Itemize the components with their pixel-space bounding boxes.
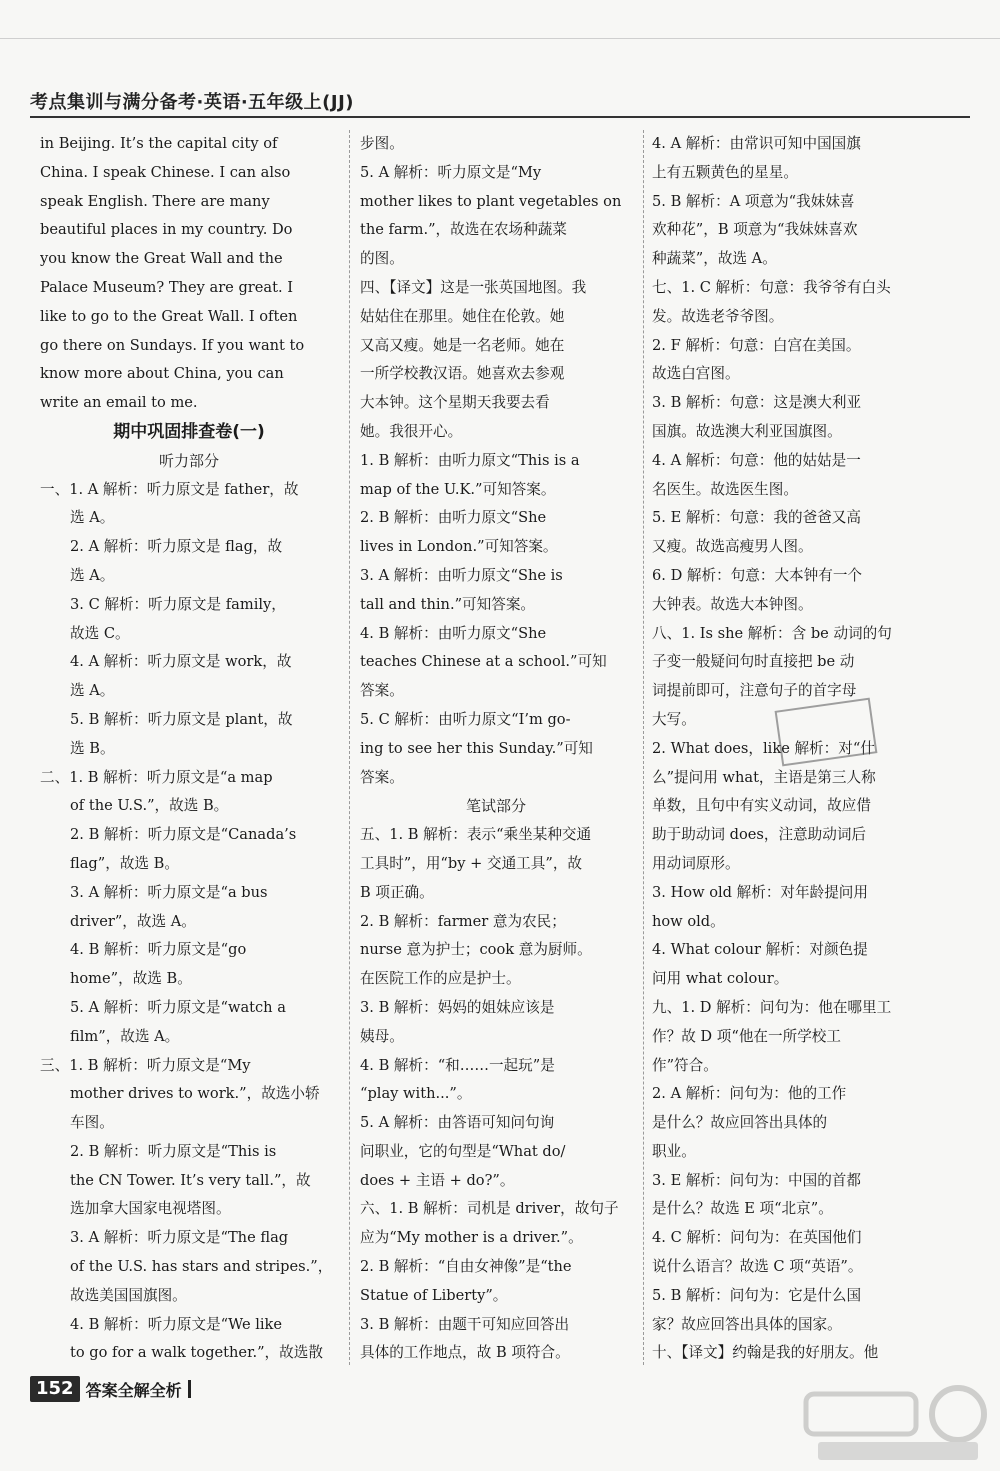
text-line: the CN Tower. It’s very tall.”，故: [70, 1171, 311, 1189]
text-line: 大本钟。这个星期天我要去看: [360, 394, 550, 412]
text-line: 3. B 解析：由题干可知应回答出: [360, 1315, 570, 1333]
text-line: 2. What does，like 解析：对“什: [652, 739, 875, 757]
section-title: 期中巩固排查卷(一): [113, 421, 265, 442]
text-line: 2. B 解析：由听力原文“She: [360, 509, 547, 527]
text-line: 是什么？故应回答出具体的: [652, 1114, 828, 1132]
text-line: write an email to me.: [40, 394, 198, 412]
text-line: mother likes to plant vegetables on: [360, 192, 622, 210]
text-line: 问用 what colour。: [652, 970, 789, 988]
text-line: in Beijing. It’s the capital city of: [40, 135, 278, 152]
column-left: [40, 130, 338, 1370]
text-line: “play with...”。: [360, 1085, 472, 1103]
page-number: 152: [30, 1376, 80, 1402]
text-line: 家？故应回答出具体的国家。: [652, 1315, 842, 1333]
text-line: 一所学校教汉语。她喜欢去参观: [360, 365, 565, 383]
text-line: 选 A。: [70, 509, 115, 527]
text-line: 3. B 解析：妈妈的姐妹应该是: [360, 998, 555, 1016]
text-line: does + 主语 + do?”。: [360, 1171, 515, 1189]
text-line: 4. B 解析：“和……一起玩”是: [360, 1056, 555, 1074]
text-line: you know the Great Wall and the: [40, 250, 283, 268]
text-line: 故选 C。: [70, 624, 130, 642]
text-line: 应为“My mother is a driver.”。: [360, 1229, 583, 1247]
column-divider-left: [349, 130, 350, 1365]
text-line: 3. A 解析：由听力原文“She is: [360, 566, 563, 584]
text-line: 4. A 解析：句意：他的姑姑是一: [652, 451, 861, 469]
text-line: 六、1. B 解析：司机是 driver，故句子: [360, 1200, 619, 1218]
text-line: 步图。: [360, 135, 404, 152]
text-line: 五、1. B 解析：表示“乘坐某种交通: [360, 826, 592, 844]
running-header: 考点集训与满分备考·英语·五年级上(JJ): [30, 92, 355, 113]
text-line: of the U.S. has stars and stripes.”，: [70, 1258, 333, 1276]
text-line: 4. B 解析：听力原文是“We like: [70, 1315, 283, 1333]
text-line: 5. B 解析：问句为：它是什么国: [652, 1286, 862, 1304]
text-line: 说什么语言？故选 C 项“英语”。: [652, 1258, 863, 1276]
text-line: 2. B 解析：听力原文是“Canada’s: [70, 826, 297, 844]
text-line: 答案。: [360, 682, 404, 700]
text-line: 2. B 解析：“自由女神像”是“the: [360, 1258, 572, 1276]
text-line: 具体的工作地点，故 B 项符合。: [360, 1344, 570, 1362]
footer-bar: [188, 1380, 191, 1398]
text-line: 5. C 解析：由听力原文“I’m go-: [360, 710, 571, 728]
text-line: 一、1. A 解析：听力原文是 father，故: [40, 480, 299, 498]
text-line: Statue of Liberty”。: [360, 1286, 508, 1304]
text-line: 作”符合。: [652, 1056, 718, 1074]
text-line: 5. B 解析：A 项意为“我妹妹喜: [652, 192, 855, 210]
text-line: 七、1. C 解析：句意：我爷爷有白头: [652, 278, 891, 296]
text-line: 2. F 解析：句意：白宫在美国。: [652, 336, 861, 354]
header-rule: [30, 116, 970, 118]
text-line: teaches Chinese at a school.”可知: [360, 653, 607, 671]
text-line: speak English. There are many: [40, 192, 270, 210]
text-line: 十、【译文】约翰是我的好朋友。他: [652, 1344, 879, 1362]
text-line: 5. A 解析：由答语可知问句询: [360, 1114, 555, 1132]
text-line: 问职业，它的句型是“What do/: [360, 1142, 566, 1160]
text-line: 车图。: [70, 1114, 114, 1132]
text-line: 国旗。故选澳大利亚国旗图。: [652, 422, 842, 440]
text-line: 九、1. D 解析：问句为：他在哪里工: [652, 998, 892, 1016]
text-line: map of the U.K.”可知答案。: [360, 480, 556, 498]
text-line: 在医院工作的应是护士。: [360, 970, 521, 988]
text-line: flag”，故选 B。: [70, 854, 179, 872]
text-line: 1. B 解析：由听力原文“This is a: [360, 451, 580, 469]
text-line: 5. A 解析：听力原文是“My: [360, 163, 542, 181]
text-line: 故选白宫图。: [652, 365, 740, 383]
text-line: the farm.”，故选在农场种蔬菜: [360, 221, 567, 239]
text-line: 4. A 解析：听力原文是 work，故: [70, 653, 292, 671]
text-line: of the U.S.”，故选 B。: [70, 797, 229, 815]
text-line: 职业。: [652, 1142, 696, 1160]
text-line: 发。故选老爷爷图。: [652, 307, 784, 325]
text-line: to go for a walk together.”，故选散: [70, 1344, 323, 1362]
text-line: go there on Sundays. If you want to: [40, 336, 305, 354]
text-line: Palace Museum? They are great. I: [40, 278, 294, 296]
text-line: 3. A 解析：听力原文是“The flag: [70, 1229, 289, 1247]
text-line: like to go to the Great Wall. I often: [40, 307, 298, 325]
text-line: 选 A。: [70, 566, 115, 584]
text-line: 2. A 解析：问句为：他的工作: [652, 1085, 847, 1103]
text-line: 又高又瘦。她是一名老师。她在: [360, 336, 565, 354]
text-line: 子变一般疑问句时直接把 be 动: [652, 653, 855, 671]
text-line: 三、1. B 解析：听力原文是“My: [40, 1056, 251, 1074]
text-line: 3. How old 解析：对年龄提问用: [652, 883, 868, 901]
text-line: lives in London.”可知答案。: [360, 538, 558, 556]
text-line: 故选美国国旗图。: [70, 1286, 187, 1304]
text-line: 2. B 解析：听力原文是“This is: [70, 1142, 277, 1160]
text-line: 2. A 解析：听力原文是 flag，故: [70, 538, 283, 556]
text-line: 姨母。: [360, 1027, 404, 1045]
section-subtitle: 听力部分: [158, 451, 219, 470]
text-line: 选 B。: [70, 739, 115, 757]
text-line: 大写。: [652, 710, 696, 728]
text-line: 助于助动词 does，注意助动词后: [652, 826, 867, 844]
text-line: 2. B 解析：farmer 意为农民；: [360, 912, 566, 930]
text-line: 作？故 D 项“他在一所学校工: [652, 1027, 841, 1045]
text-line: 四、【译文】这是一张英国地图。我: [360, 278, 587, 296]
text-line: 工具时”，用“by + 交通工具”，故: [360, 854, 583, 872]
text-line: 姑姑住在那里。她住在伦敦。她: [360, 307, 565, 325]
text-line: 又瘦。故选高瘦男人图。: [652, 538, 813, 556]
text-line: 词提前即可，注意句子的首字母: [652, 682, 857, 700]
text-line: 欢种花”，B 项意为“我妹妹喜欢: [652, 221, 858, 239]
text-line: tall and thin.”可知答案。: [360, 595, 536, 613]
text-line: 二、1. B 解析：听力原文是“a map: [40, 768, 273, 786]
text-line: 她。我很开心。: [360, 422, 463, 440]
text-line: China. I speak Chinese. I can also: [40, 163, 291, 181]
text-line: 八、1. Is she 解析：含 be 动词的句: [652, 624, 892, 642]
text-line: 3. B 解析：句意：这是澳大利亚: [652, 394, 862, 412]
page-footer: [30, 1376, 191, 1402]
text-line: home”，故选 B。: [70, 970, 192, 988]
text-line: 上有五颗黄色的星星。: [652, 163, 798, 181]
text-line: 选 A。: [70, 682, 115, 700]
text-line: 3. A 解析：听力原文是“a bus: [70, 883, 268, 901]
text-line: how old。: [652, 912, 725, 930]
text-line: beautiful places in my country. Do: [40, 221, 293, 239]
text-line: nurse 意为护士；cook 意为厨师。: [360, 941, 592, 959]
text-line: 是什么？故选 E 项“北京”。: [652, 1200, 833, 1218]
text-line: ing to see her this Sunday.”可知: [360, 739, 593, 757]
text-line: 5. E 解析：句意：我的爸爸又高: [652, 509, 861, 527]
text-line: film”，故选 A。: [70, 1027, 180, 1045]
text-line: driver”，故选 A。: [70, 912, 196, 930]
text-line: 3. C 解析：听力原文是 family，: [70, 595, 286, 613]
text-line: 4. B 解析：由听力原文“She: [360, 624, 547, 642]
section-subtitle: 笔试部分: [465, 797, 526, 816]
text-line: 4. What colour 解析：对颜色提: [652, 941, 868, 959]
text-line: 名医生。故选医生图。: [652, 480, 798, 498]
text-line: 答案。: [360, 768, 404, 786]
text-line: B 项正确。: [360, 883, 434, 901]
text-line: 么”提问用 what，主语是第三人称: [652, 768, 876, 786]
text-line: 大钟表。故选大本钟图。: [652, 595, 813, 613]
column-divider-right: [643, 130, 644, 1365]
text-line: know more about China, you can: [40, 365, 284, 383]
text-line: 3. E 解析：问句为：中国的首都: [652, 1171, 861, 1189]
text-line: 选加拿大国家电视塔图。: [70, 1200, 231, 1218]
text-line: 用动词原形。: [652, 854, 740, 872]
text-line: 6. D 解析：句意：大本钟有一个: [652, 566, 863, 584]
page-top-edge: [0, 38, 1000, 39]
column-middle: [360, 130, 632, 1370]
text-line: 的图。: [360, 250, 404, 268]
text-line: 5. B 解析：听力原文是 plant，故: [70, 710, 293, 728]
footer-label: 答案全解全析: [85, 1380, 182, 1400]
text-line: 4. C 解析：问句为：在英国他们: [652, 1229, 862, 1247]
text-line: 单数，且句中有实义动词，故应借: [652, 797, 871, 815]
text-line: 5. A 解析：听力原文是“watch a: [70, 998, 286, 1016]
text-line: mother drives to work.”，故选小轿: [70, 1085, 320, 1103]
text-line: 4. B 解析：听力原文是“go: [70, 941, 247, 959]
watermark-logo: [798, 1380, 988, 1466]
text-line: 4. A 解析：由常识可知中国国旗: [652, 135, 861, 152]
text-line: 种蔬菜”，故选 A。: [652, 250, 777, 268]
